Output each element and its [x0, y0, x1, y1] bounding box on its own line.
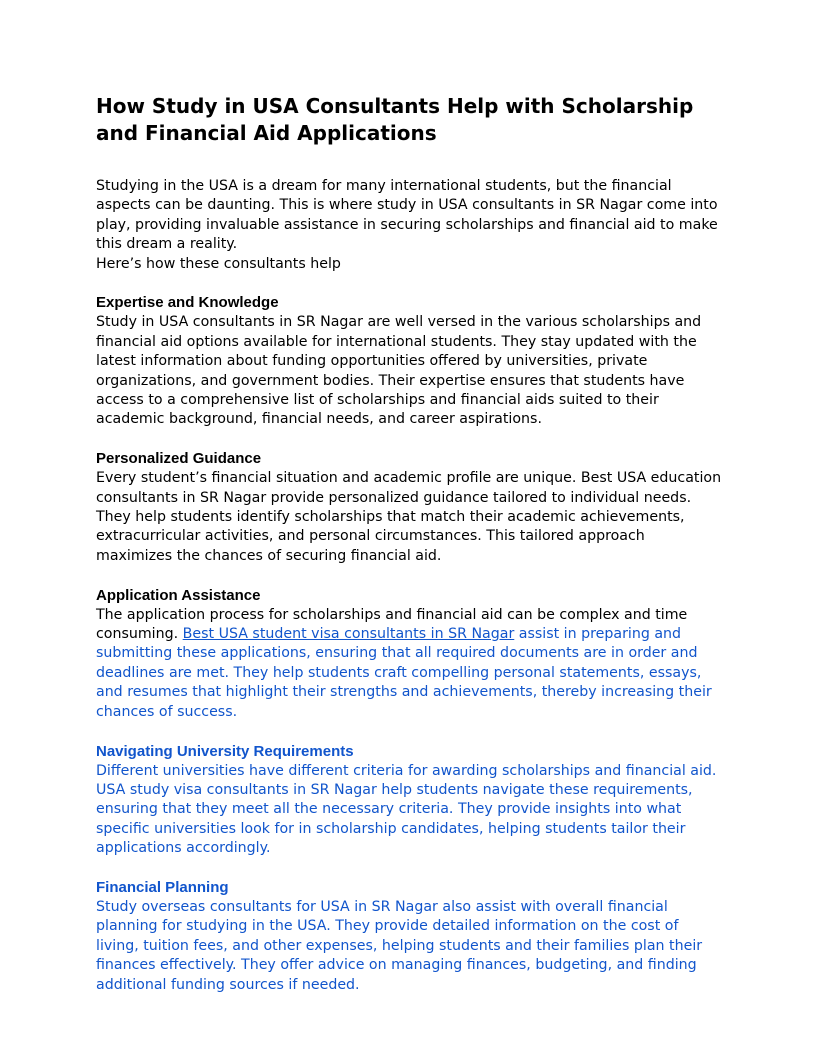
document-content	[96, 93, 724, 995]
section-heading: Financial Planning	[96, 878, 229, 896]
section-body	[96, 606, 724, 722]
section-financial-planning	[96, 878, 724, 995]
section-body-text: The application process for scholarships and financial aid can be complex and time consuming.	[96, 606, 688, 643]
section-body: Every student’s financial situation and academic profile are unique. Best USA education consultants in SR Nagar provide personalized guidance tailored to individual needs. They help students identify scholarships that match their academic achievements, extracurricular activities, and personal circumstances. This tailored approach maximizes the chances of securing financial aid.	[96, 470, 722, 564]
section-heading: Application Assistance	[96, 586, 261, 604]
section-expertise	[96, 293, 724, 429]
section-body: Study in USA consultants in SR Nagar are well versed in the various scholarships and financial aid options available for international students. They stay updated with the latest information about funding opportunities offered by universities, private organizations, and government bodies. Their expertise ensures that students have access to a comprehensive list of scholarships and financial aids suited to their academic background, financial needs, and career aspirations.	[96, 314, 702, 428]
intro-paragraph: Studying in the USA is a dream for many international students, but the financial aspects can be daunting. This is where study in USA consultants in SR Nagar come into play, providing invaluable assistance in securing scholarships and financial aid to make this dream a reality.	[96, 178, 718, 253]
section-heading: Personalized Guidance	[96, 450, 262, 468]
section-application-assistance	[96, 586, 724, 722]
section-university-requirements	[96, 742, 724, 859]
intro-lead: Here’s how these consultants help	[96, 255, 341, 272]
section-body: Study overseas consultants for USA in SR Nagar also assist with overall financial planning for studying in the USA. They provide detailed information on the cost of living, tuition fees, and other expenses, helping students and their families plan their finances effectively. They offer advice on managing finances, budgeting, and finding additional funding sources if needed.	[96, 898, 703, 993]
section-body: Different universities have different criteria for awarding scholarships and financial aid. USA study visa consultants in SR Nagar help students navigate these requirements, ensuring that they meet all the necessary criteria. They provide insights into what specific universities look for in scholarship candidates, helping students tailor their applications accordingly.	[96, 762, 717, 857]
section-heading: Expertise and Knowledge	[96, 294, 279, 312]
section-heading: Navigating University Requirements	[96, 742, 354, 760]
section-personalized-guidance	[96, 449, 724, 566]
section-body-text-continued: assist in preparing and submitting these applications, ensuring that all required documents are in order and deadlines are met. They help students craft compelling personal statements, essays, and resumes that highlight their strengths and achievements, thereby increasing their chances of success.	[96, 626, 712, 720]
page-title: How Study in USA Consultants Help with Scholarship and Financial Aid Applications	[96, 94, 694, 145]
consultants-link[interactable]: Best USA student visa consultants in SR Nagar	[182, 626, 515, 643]
